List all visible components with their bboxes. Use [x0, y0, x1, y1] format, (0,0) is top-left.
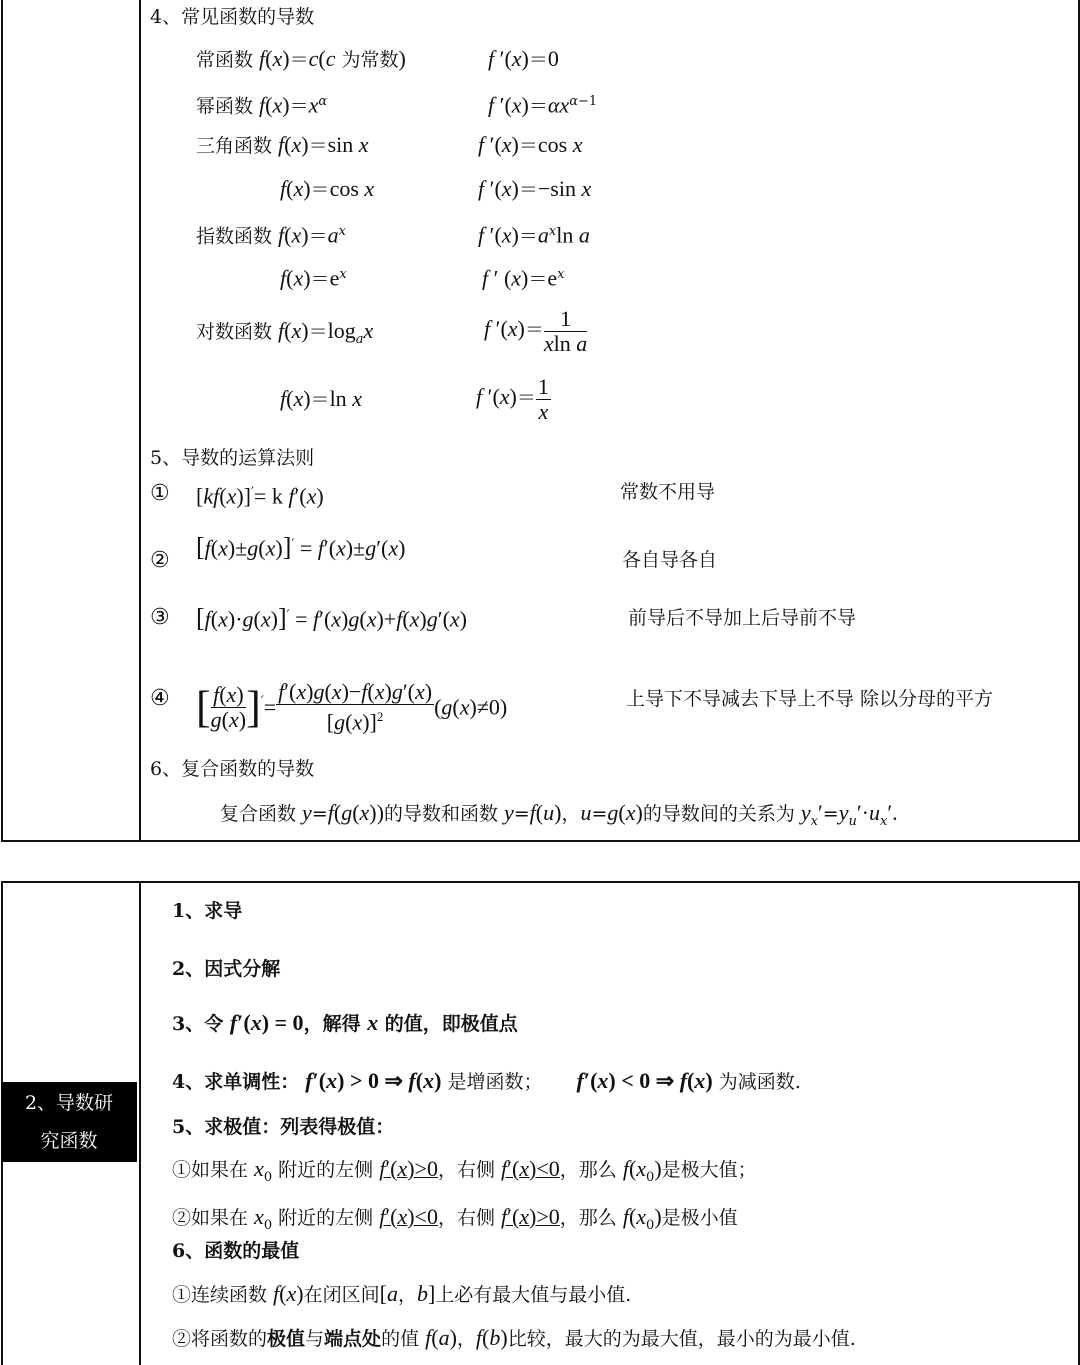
- derivative-result-cos: f ′(x)＝−sin x: [478, 176, 592, 201]
- rule-4-note: 上导下不导减去下导上不导 除以分母的平方: [626, 688, 994, 710]
- step-4: 4、求单调性： f′(x) > 0 ⇒ f(x) 是增函数； f′(x) < 0 ⇒ f(x) 为减函数.: [172, 1068, 801, 1093]
- column-divider: [139, 883, 141, 1365]
- derivative-result-exp: f $'(x)=a^x\ln$ a: [478, 222, 590, 248]
- step-6-item-1: ①连续函数 f(x)在闭区间[a，b]上必有最大值与最小值.: [172, 1281, 632, 1306]
- step-5: 5、求极值：列表得极值：: [172, 1116, 395, 1138]
- fraction: $\frac{f(x)}{g(x)}$: [210, 681, 247, 732]
- composite-derivative-text: 复合函数 y=f(g(x))的导数和函数 y=f(u)，u=g(x)的导数间的关系为 $y_x'=y_u'\cdot u_x'$.: [220, 800, 898, 829]
- derivative-row-exp: 指数函数 $f(x)=a^x$: [196, 222, 346, 248]
- step-2: 2、因式分解: [172, 958, 281, 980]
- column-divider: [139, 0, 141, 840]
- section4-heading: 4、常见函数的导数: [150, 6, 315, 28]
- section6-heading: 6、复合函数的导数: [150, 758, 315, 780]
- rule-2-note: 各自导各自: [622, 549, 718, 571]
- derivative-result-constant: f ′(x)＝0: [488, 46, 559, 71]
- step-6: 6、函数的最值: [172, 1240, 300, 1262]
- derivative-row-sin: 三角函数 f(x)＝sin x: [196, 132, 369, 157]
- rule-1-number: ①: [150, 481, 170, 506]
- rule-1-note: 常数不用导: [620, 481, 716, 503]
- derivative-row-power: 幂函数 $f(x)=x^\alpha$: [196, 92, 328, 118]
- rule-4-formula: [ $\frac{f(x)}{g(x)}$ ]′= $\frac{f'(x)g(x)-f(x)g'(x)}{[g(x)]^2}$ (g(x)≠0): [196, 679, 508, 735]
- derivative-result-e: f ′ $(x)=e^x$: [482, 265, 565, 291]
- rule-1-formula: [kf(x)]′= k f′(x): [196, 483, 324, 509]
- rule-2-formula: [f(x)±g(x)]′ = f′(x)±g′(x): [196, 532, 406, 562]
- derivative-row-e: $f(x)=e^x$: [280, 265, 347, 291]
- fraction: $\frac{1}{\text{xln a}}$: [543, 305, 588, 356]
- row-left: 常函数 f(x)＝c(c 为常数): [196, 46, 406, 71]
- derivative-row-ln: f(x)＝ln x: [280, 386, 362, 411]
- derivative-row-log: 对数函数 $f(x)=\log_ax$: [196, 318, 374, 347]
- derivative-result-power: f $'(x)=\alpha x^{\alpha-1}$: [488, 92, 598, 118]
- derivative-row-constant: [196, 46, 406, 73]
- step-1: 1、求导: [172, 900, 243, 922]
- rule-3-formula: [f(x)·g(x)]′ = f′(x)g(x)+f(x)g′(x): [196, 603, 467, 633]
- step-3: 3、令 f′(x) = 0，解得 x 的值，即极值点: [172, 1010, 518, 1035]
- rule-2-number: ②: [150, 548, 170, 573]
- derivative-row-cos: f(x)＝cos x: [280, 176, 375, 201]
- fraction: $\frac{f'(x)g(x)-f(x)g'(x)}{[g(x)]^2}$: [278, 679, 433, 735]
- side-label: [1, 1082, 137, 1162]
- rule-3-note: 前导后不导加上后导前不导: [628, 607, 857, 629]
- derivative-result-log: f ′(x)＝ $\frac{1}{\text{xln a}}$: [484, 305, 588, 356]
- rule-3-number: ③: [150, 605, 170, 630]
- derivative-result-ln: f ′(x)＝ $\frac{1}{x}$: [476, 373, 549, 424]
- step-5-item-1: ①如果在 $x_0$ 附近的左侧 f′(x)>0，右侧 f′(x)<0，那么 $f(x_0)$是极大值；: [172, 1156, 757, 1185]
- rule-4-number: ④: [150, 686, 170, 711]
- side-label-text: 2、导数研 究函数: [24, 1092, 114, 1152]
- section5-heading: 5、导数的运算法则: [150, 447, 315, 469]
- step-5-item-2: ②如果在 $x_0$ 附近的左侧 f′(x)<0，右侧 f′(x)>0，那么 $f(x_0)$是极小值: [172, 1204, 738, 1233]
- derivative-result-sin: f ′(x)＝cos x: [478, 132, 583, 157]
- fraction: $\frac{1}{x}$: [537, 373, 549, 424]
- step-6-item-2: ②将函数的极值与端点处的值 f(a)，f(b)比较，最大的为最大值，最小的为最小值.: [172, 1325, 856, 1350]
- step-4-prefix: 4、求单调性：: [172, 1071, 300, 1093]
